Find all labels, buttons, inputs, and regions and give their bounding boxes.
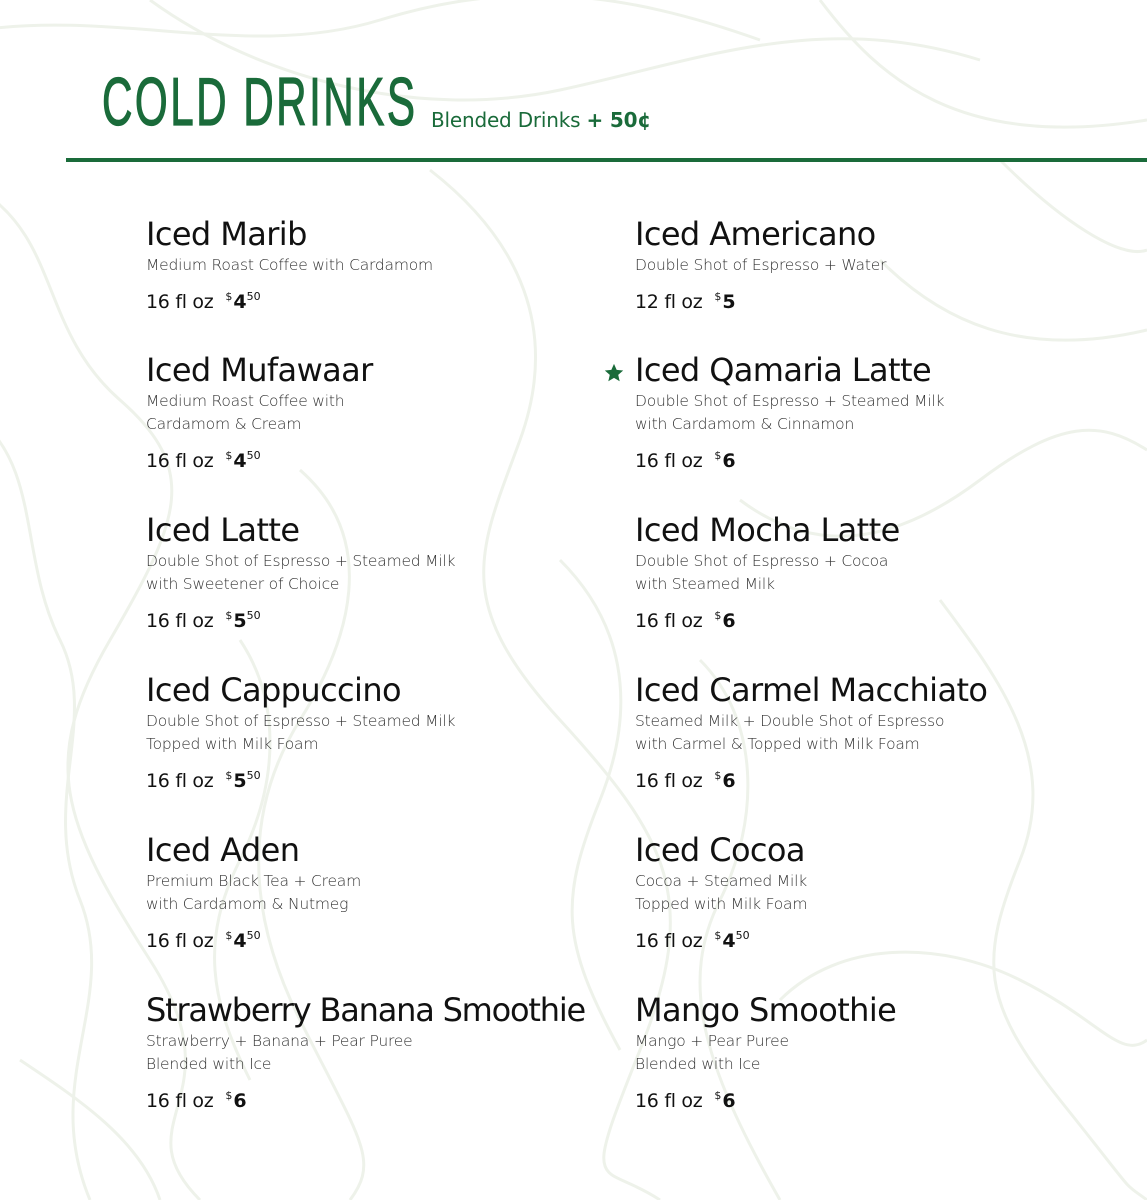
item-description: Double Shot of Espresso + Steamed Milk with Sweetener of Choice: [146, 552, 456, 593]
menu-item-mango-smoothie: [635, 992, 896, 1113]
blended-upcharge: + 50¢: [586, 108, 652, 132]
item-name: Iced Americano: [635, 215, 876, 253]
item-size: 16 fl oz: [635, 450, 703, 472]
item-name: Iced Aden: [146, 831, 300, 869]
item-name: Iced Marib: [146, 215, 307, 253]
menu-item-strawberry-banana-smoothie: [146, 992, 585, 1113]
item-price: 16 fl oz $^{\$}4^{50}$: [146, 929, 261, 952]
item-description: Double Shot of Espresso + Water: [635, 256, 887, 274]
item-description: Premium Black Tea + Cream with Cardamom & Nutmeg: [146, 872, 361, 913]
item-description: Steamed Milk + Double Shot of Espresso with Carmel & Topped with Milk Foam: [635, 712, 945, 753]
item-name: Iced Cappuccino: [146, 671, 402, 709]
blended-drinks-label: Blended Drinks: [431, 108, 581, 132]
star-icon: [603, 362, 625, 384]
blended-drinks-note: [431, 108, 651, 132]
item-name: Strawberry Banana Smoothie: [146, 991, 586, 1029]
item-price: 16 fl oz $^{\$}5^{50}$: [146, 769, 261, 792]
item-size: 16 fl oz: [146, 1090, 214, 1112]
section-title: COLD DRINKS: [102, 64, 418, 140]
item-name: Iced Latte: [146, 511, 300, 549]
menu-item-iced-mocha-latte: [635, 512, 900, 633]
item-description: Cocoa + Steamed Milk Topped with Milk Foam: [635, 872, 808, 913]
item-price: 16 fl oz $^{\$}4^{50}$: [635, 929, 750, 952]
item-price: 12 fl oz $5: [635, 290, 736, 313]
item-description: Double Shot of Espresso + Cocoa with Steamed Milk: [635, 552, 889, 593]
item-price: 16 fl oz $6: [635, 769, 736, 792]
menu-item-iced-latte: [146, 512, 455, 633]
item-size: 16 fl oz: [635, 770, 703, 792]
item-name: Mango Smoothie: [635, 991, 897, 1029]
item-description: Medium Roast Coffee with Cardamom: [146, 256, 433, 274]
item-description: Strawberry + Banana + Pear Puree Blended with Ice: [146, 1032, 413, 1073]
item-size: 16 fl oz: [146, 930, 214, 952]
item-name: Iced Mufawaar: [146, 351, 373, 389]
item-size: 12 fl oz: [635, 291, 703, 313]
item-description: Medium Roast Coffee with Cardamom & Cream: [146, 392, 345, 433]
item-price: 16 fl oz $^{\$}4^{50}$: [146, 449, 261, 472]
item-size: 16 fl oz: [635, 1090, 703, 1112]
menu-item-iced-cocoa: [635, 832, 807, 953]
item-price: 16 fl oz $^{\$}4^{50}$: [146, 290, 261, 313]
item-price: 16 fl oz $6: [635, 449, 736, 472]
menu-item-iced-marib: [146, 216, 433, 314]
item-description: Double Shot of Espresso + Steamed Milk with Cardamom & Cinnamon: [635, 392, 945, 433]
item-size: 16 fl oz: [146, 770, 214, 792]
item-name: Iced Carmel Macchiato: [635, 671, 988, 709]
item-size: 16 fl oz: [635, 930, 703, 952]
menu-item-iced-carmel-macchiato: [635, 672, 987, 793]
menu-item-iced-mufawaar: [146, 352, 373, 473]
header-divider: [66, 158, 1147, 162]
menu-item-iced-americano: [635, 216, 886, 314]
item-name: Iced Qamaria Latte: [635, 351, 932, 389]
item-size: 16 fl oz: [635, 610, 703, 632]
item-description: Double Shot of Espresso + Steamed Milk Topped with Milk Foam: [146, 712, 456, 753]
item-size: 16 fl oz: [146, 610, 214, 632]
menu-item-iced-cappuccino: [146, 672, 455, 793]
item-name: Iced Cocoa: [635, 831, 805, 869]
item-size: 16 fl oz: [146, 450, 214, 472]
menu-item-iced-aden: [146, 832, 361, 953]
item-description: Mango + Pear Puree Blended with Ice: [635, 1032, 789, 1073]
item-size: 16 fl oz: [146, 291, 214, 313]
item-price: 16 fl oz $6: [635, 1089, 736, 1112]
item-price: 16 fl oz $^{\$}5^{50}$: [146, 609, 261, 632]
item-price: 16 fl oz $6: [146, 1089, 247, 1112]
item-name: Iced Mocha Latte: [635, 511, 900, 549]
menu-header: [0, 0, 1147, 165]
item-price: 16 fl oz $6: [635, 609, 736, 632]
menu-item-iced-qamaria-latte: [635, 352, 944, 473]
